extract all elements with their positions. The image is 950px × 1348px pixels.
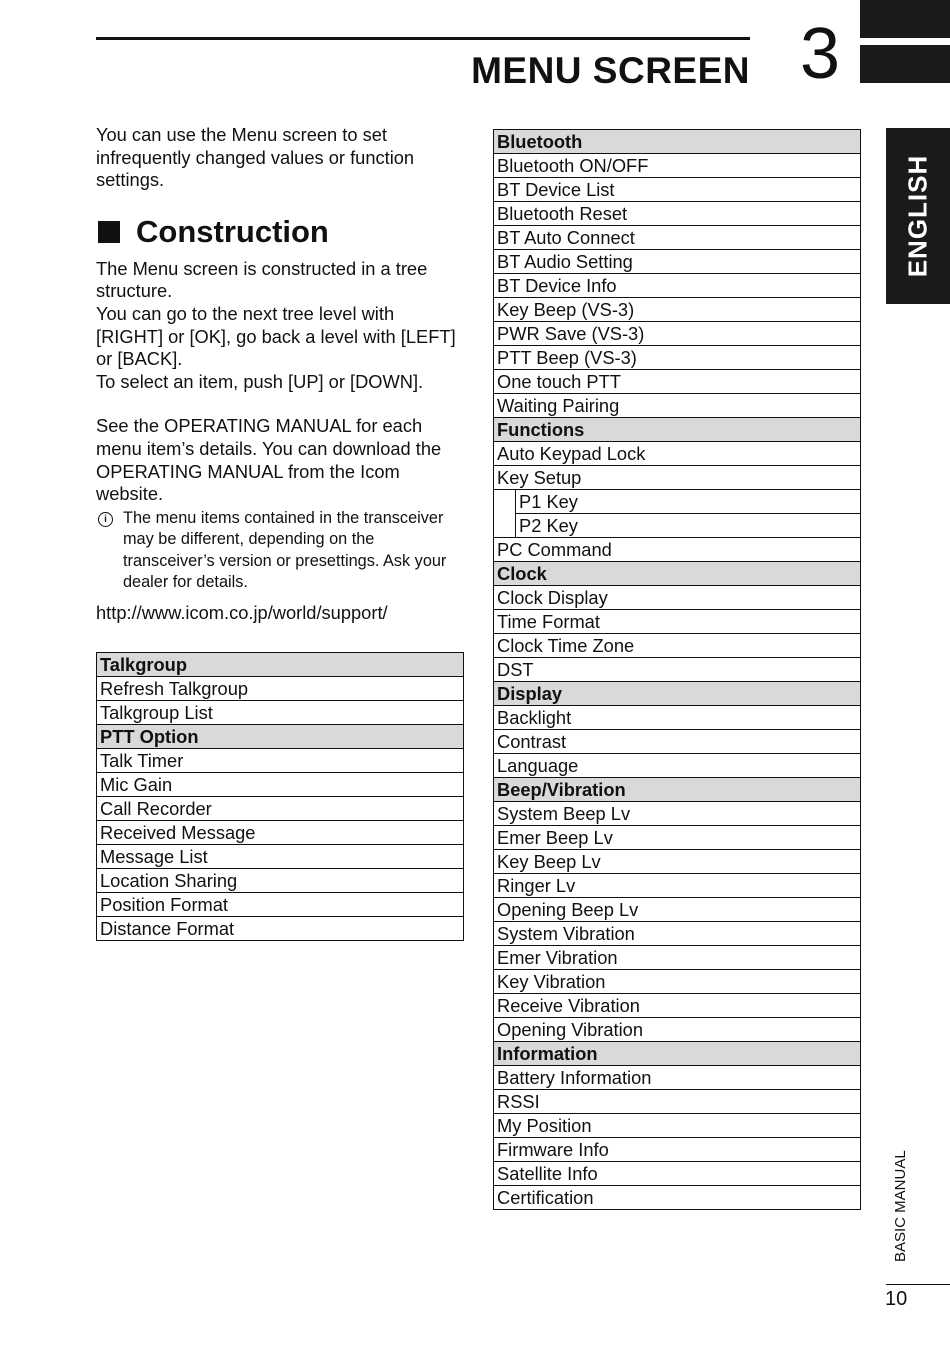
menu-row (494, 778, 861, 802)
construction-paragraph-3: To select an item, push [UP] or [DOWN]. (96, 370, 424, 392)
menu-item: Ringer Lv (494, 874, 861, 898)
menu-row (494, 418, 861, 442)
menu-row (494, 658, 861, 682)
menu-item: Talk Timer (97, 749, 464, 773)
menu-row (97, 653, 464, 677)
menu-row (494, 1186, 861, 1210)
menu-row (494, 394, 861, 418)
menu-item: Backlight (494, 706, 861, 730)
menu-item: DST (494, 658, 861, 682)
menu-row (494, 1090, 861, 1114)
menu-group-header: Functions (494, 418, 861, 442)
support-url[interactable]: http://www.icom.co.jp/world/support/ (96, 601, 388, 623)
menu-table-right (493, 129, 861, 1210)
menu-item: Waiting Pairing (494, 394, 861, 418)
menu-row (97, 845, 464, 869)
construction-paragraph-2: You can go to the next tree level with [RIGHT] or [OK], go back a level with [LEFT] or [BACK]. (96, 302, 456, 370)
construction-paragraph-4: See the OPERATING MANUAL for each menu item’s details. You can download the OPERATING MANUAL from the Icom website. (96, 415, 442, 505)
menu-item: Received Message (97, 821, 464, 845)
menu-item: Language (494, 754, 861, 778)
chapter-tab-bar-upper (860, 0, 950, 38)
menu-item: P2 Key (516, 514, 861, 538)
menu-item: BT Device Info (494, 274, 861, 298)
chapter-tab-bar-lower (860, 45, 950, 83)
menu-row (494, 586, 861, 610)
menu-item: Talkgroup List (97, 701, 464, 725)
menu-row (494, 490, 861, 514)
indent-spacer (494, 490, 516, 514)
menu-row (494, 706, 861, 730)
menu-row (494, 898, 861, 922)
indent-spacer (494, 514, 516, 538)
menu-item: System Beep Lv (494, 802, 861, 826)
menu-row (494, 178, 861, 202)
note (96, 508, 466, 594)
menu-item: BT Audio Setting (494, 250, 861, 274)
header-rule (96, 37, 750, 40)
menu-row (494, 874, 861, 898)
menu-row (494, 802, 861, 826)
page-title: MENU SCREEN (471, 50, 750, 91)
menu-group-header: Talkgroup (97, 653, 464, 677)
menu-row (494, 970, 861, 994)
language-side-tab (886, 128, 950, 304)
menu-row (494, 514, 861, 538)
footer-rule (886, 1284, 950, 1285)
menu-row (494, 370, 861, 394)
menu-row (494, 562, 861, 586)
menu-row (97, 701, 464, 725)
menu-row (97, 797, 464, 821)
menu-row (97, 749, 464, 773)
note-text: The menu items contained in the transceiver may be different, depending on the transceiver’s version or presettings. Ask your dealer for details. (123, 508, 447, 592)
menu-row (494, 1114, 861, 1138)
menu-row (494, 994, 861, 1018)
menu-row (494, 1018, 861, 1042)
menu-row (494, 922, 861, 946)
chapter-number: 3 (800, 14, 841, 94)
menu-group-header: Beep/Vibration (494, 778, 861, 802)
menu-item: Key Vibration (494, 970, 861, 994)
menu-item: Time Format (494, 610, 861, 634)
page-number: 10 (885, 1288, 908, 1310)
menu-row (97, 869, 464, 893)
menu-item: PC Command (494, 538, 861, 562)
menu-row (494, 610, 861, 634)
menu-item: Mic Gain (97, 773, 464, 797)
menu-item: Bluetooth ON/OFF (494, 154, 861, 178)
section-heading-text: Construction (136, 213, 329, 249)
construction-paragraph-1: The Menu screen is constructed in a tree structure. (96, 257, 428, 302)
menu-item: PTT Beep (VS-3) (494, 346, 861, 370)
menu-item: Satellite Info (494, 1162, 861, 1186)
menu-row (494, 250, 861, 274)
menu-row (97, 821, 464, 845)
menu-item: Key Beep (VS-3) (494, 298, 861, 322)
menu-item: Battery Information (494, 1066, 861, 1090)
menu-item: Clock Display (494, 586, 861, 610)
square-bullet-icon (98, 221, 120, 243)
menu-group-header: PTT Option (97, 725, 464, 749)
menu-row (494, 754, 861, 778)
menu-row (97, 893, 464, 917)
menu-item: Bluetooth Reset (494, 202, 861, 226)
menu-item: Call Recorder (97, 797, 464, 821)
menu-group-header: Information (494, 1042, 861, 1066)
menu-item: Opening Beep Lv (494, 898, 861, 922)
language-side-tab-label: ENGLISH (902, 154, 933, 278)
menu-item: My Position (494, 1114, 861, 1138)
menu-row (494, 202, 861, 226)
menu-item: Location Sharing (97, 869, 464, 893)
menu-item: Position Format (97, 893, 464, 917)
menu-row (494, 538, 861, 562)
menu-row (494, 850, 861, 874)
section-heading (96, 214, 466, 250)
menu-item: PWR Save (VS-3) (494, 322, 861, 346)
intro-paragraph: You can use the Menu screen to set infrequently changed values or function settings. (96, 124, 415, 191)
menu-item: BT Device List (494, 178, 861, 202)
left-column (96, 124, 466, 624)
menu-item: Message List (97, 845, 464, 869)
menu-row (494, 1042, 861, 1066)
menu-group-header: Clock (494, 562, 861, 586)
menu-row (494, 154, 861, 178)
menu-row (494, 634, 861, 658)
menu-group-header: Display (494, 682, 861, 706)
menu-row (494, 1138, 861, 1162)
menu-item: Contrast (494, 730, 861, 754)
menu-row (494, 730, 861, 754)
menu-item: Opening Vibration (494, 1018, 861, 1042)
menu-row (494, 682, 861, 706)
menu-item: Auto Keypad Lock (494, 442, 861, 466)
menu-item: Refresh Talkgroup (97, 677, 464, 701)
menu-row (97, 677, 464, 701)
menu-row (494, 466, 861, 490)
menu-row (97, 725, 464, 749)
menu-item: Firmware Info (494, 1138, 861, 1162)
menu-row (494, 442, 861, 466)
menu-item: Key Setup (494, 466, 861, 490)
menu-item: BT Auto Connect (494, 226, 861, 250)
menu-item: RSSI (494, 1090, 861, 1114)
menu-row (97, 917, 464, 941)
menu-row (494, 946, 861, 970)
menu-item: Emer Vibration (494, 946, 861, 970)
menu-item: Emer Beep Lv (494, 826, 861, 850)
menu-row (494, 322, 861, 346)
manual-label: BASIC MANUAL (892, 1150, 909, 1262)
menu-row (494, 1162, 861, 1186)
menu-item: Receive Vibration (494, 994, 861, 1018)
menu-item: System Vibration (494, 922, 861, 946)
menu-group-header: Bluetooth (494, 130, 861, 154)
menu-item: Certification (494, 1186, 861, 1210)
menu-row (494, 826, 861, 850)
menu-item: Key Beep Lv (494, 850, 861, 874)
menu-item: P1 Key (516, 490, 861, 514)
menu-row (494, 298, 861, 322)
info-icon: i (98, 512, 113, 527)
menu-table-left (96, 652, 464, 941)
menu-row (494, 274, 861, 298)
menu-row (97, 773, 464, 797)
menu-row (494, 130, 861, 154)
menu-item: Clock Time Zone (494, 634, 861, 658)
menu-row (494, 226, 861, 250)
menu-row (494, 1066, 861, 1090)
menu-row (494, 346, 861, 370)
menu-item: One touch PTT (494, 370, 861, 394)
menu-item: Distance Format (97, 917, 464, 941)
